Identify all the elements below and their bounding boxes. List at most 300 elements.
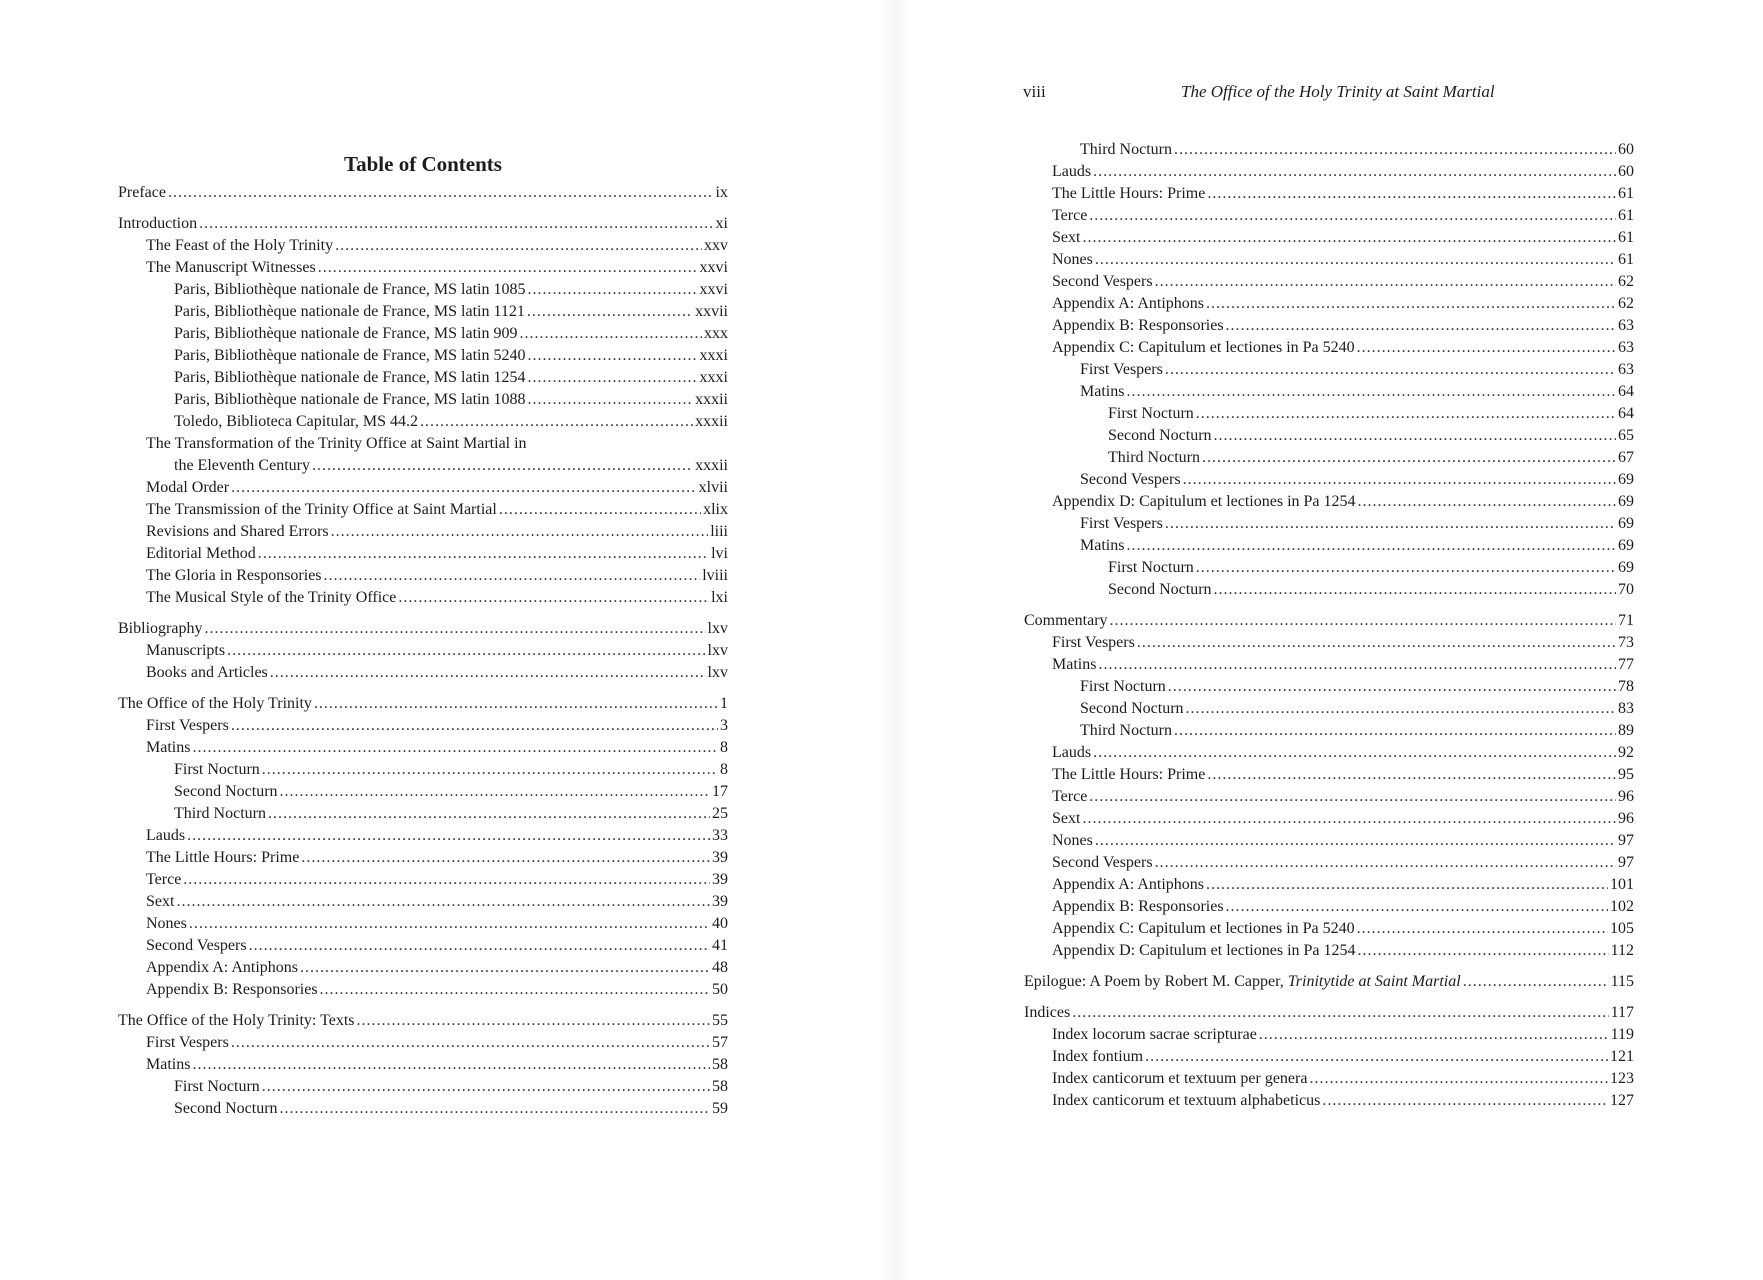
toc-entry <box>118 433 728 477</box>
toc-entry <box>1024 447 1634 469</box>
toc-page-number: lviii <box>702 567 728 584</box>
toc-entry-label: Appendix B: Responsories <box>1052 317 1224 334</box>
toc-entry <box>1024 557 1634 579</box>
toc-entry-label: Appendix B: Responsories <box>1052 898 1224 915</box>
toc-entry <box>1024 205 1634 227</box>
dot-leader <box>262 1076 710 1098</box>
running-head <box>881 82 1763 106</box>
dot-leader <box>1168 676 1616 698</box>
toc-entry-italic-title: Trinitytide at Saint Martial <box>1287 973 1461 990</box>
dot-leader <box>231 1032 710 1054</box>
dot-leader <box>168 182 714 204</box>
toc-entry-label: Sext <box>1052 229 1081 246</box>
toc-entry-label: Second Vespers <box>146 937 247 954</box>
toc-entry-label: Paris, Bibliothèque nationale de France, MS latin 1254 <box>174 369 526 386</box>
toc-entry-label: The Gloria in Responsories <box>146 567 322 584</box>
toc-page-number: 73 <box>1618 634 1634 651</box>
toc-entry <box>118 411 728 433</box>
toc-page-number: 55 <box>712 1012 728 1029</box>
toc-page-number: xxxii <box>695 391 728 408</box>
toc-entry-label: Introduction <box>118 215 198 232</box>
dot-leader <box>528 345 698 367</box>
toc-entry <box>1024 249 1634 271</box>
dot-leader <box>1358 491 1616 513</box>
toc-page-number: 69 <box>1618 493 1634 510</box>
toc-entry <box>1024 698 1634 720</box>
toc-entry-label: First Nocturn <box>1108 405 1194 422</box>
toc-page-number: 1 <box>720 695 728 712</box>
toc-entry-label: First Vespers <box>146 1034 229 1051</box>
toc-entry-label: Matins <box>1080 537 1125 554</box>
toc-entry-label: Appendix D: Capitulum et lectiones in Pa 1254 <box>1052 942 1356 959</box>
toc-entry <box>1024 227 1634 249</box>
toc-page-number: xxxi <box>699 347 728 364</box>
toc-entry <box>118 869 728 891</box>
dot-leader <box>189 913 710 935</box>
dot-leader <box>258 543 709 565</box>
toc-entry-label: The Manuscript Witnesses <box>146 259 316 276</box>
toc-entry-label: Second Vespers <box>1052 273 1153 290</box>
toc-entry <box>1024 940 1634 962</box>
toc-entry <box>118 979 728 1001</box>
page-title: Table of Contents <box>344 152 502 177</box>
dot-leader <box>527 301 693 323</box>
dot-leader <box>520 323 703 345</box>
dot-leader <box>1357 918 1608 940</box>
toc-page-number: 121 <box>1610 1048 1634 1065</box>
toc-page-number: 60 <box>1618 141 1634 158</box>
toc-page-number: 48 <box>712 959 728 976</box>
dot-leader <box>270 662 706 684</box>
toc-entry <box>118 345 728 367</box>
toc-entry <box>1024 491 1634 513</box>
toc-entry <box>118 499 728 521</box>
toc-page-number: 71 <box>1618 612 1634 629</box>
toc-page-number: 69 <box>1618 559 1634 576</box>
toc-page-number: 57 <box>712 1034 728 1051</box>
toc-page-number: 8 <box>720 739 728 756</box>
toc-entry <box>118 891 728 913</box>
toc-entry-label: Index canticorum et textuum per genera <box>1052 1070 1308 1087</box>
dot-leader <box>199 213 713 235</box>
toc-page-number: 67 <box>1618 449 1634 466</box>
toc-page-number: 119 <box>1610 1026 1634 1043</box>
toc-page-number: 61 <box>1618 251 1634 268</box>
dot-leader <box>1126 535 1616 557</box>
toc-page-number: 127 <box>1610 1092 1634 1109</box>
toc-entry <box>118 640 728 662</box>
toc-entry <box>118 1010 728 1032</box>
toc-page-number: 92 <box>1618 744 1634 761</box>
toc-entry-label: The Office of the Holy Trinity <box>118 695 312 712</box>
toc-page-number: lvi <box>711 545 728 562</box>
toc-entry-label: Lauds <box>146 827 186 844</box>
toc-page-number: 33 <box>712 827 728 844</box>
toc-entry-label: Terce <box>1052 788 1088 805</box>
toc-entry-label: Second Vespers <box>1052 854 1153 871</box>
toc-entry-label: Lauds <box>1052 163 1092 180</box>
dot-leader <box>1093 742 1616 764</box>
dot-leader <box>320 979 710 1001</box>
dot-leader <box>357 1010 711 1032</box>
toc-entry <box>1024 808 1634 830</box>
toc-entry <box>118 693 728 715</box>
toc-page-number: 58 <box>712 1056 728 1073</box>
dot-leader <box>280 1098 710 1120</box>
toc-entry <box>118 957 728 979</box>
toc-entry <box>118 825 728 847</box>
dot-leader <box>1098 654 1616 676</box>
toc-entry <box>1024 742 1634 764</box>
dot-leader <box>1126 381 1616 403</box>
toc-page-number: 61 <box>1618 207 1634 224</box>
toc-entry-label: Second Vespers <box>1080 471 1181 488</box>
dot-leader <box>1463 971 1609 993</box>
left-page <box>0 0 881 1280</box>
toc-page-number: lxv <box>707 620 728 637</box>
toc-page-number: 39 <box>712 893 728 910</box>
dot-leader <box>1206 874 1608 896</box>
toc-list-right <box>1024 139 1634 1112</box>
toc-entry-label: The Little Hours: Prime <box>1052 185 1206 202</box>
toc-entry-label: Matins <box>1080 383 1125 400</box>
toc-entry <box>118 803 728 825</box>
toc-entry <box>1024 1024 1634 1046</box>
toc-entry <box>1024 720 1634 742</box>
toc-entry-label: The Feast of the Holy Trinity <box>146 237 334 254</box>
dot-leader <box>1206 293 1616 315</box>
toc-entry-label: Second Nocturn <box>174 783 278 800</box>
toc-entry-label: The Little Hours: Prime <box>146 849 300 866</box>
dot-leader <box>1183 469 1616 491</box>
toc-entry-label: Toledo, Biblioteca Capitular, MS 44.2 <box>174 413 418 430</box>
toc-entry <box>118 935 728 957</box>
toc-entry <box>118 662 728 684</box>
toc-entry <box>118 759 728 781</box>
toc-list-left <box>118 182 728 1120</box>
toc-page-number: 83 <box>1618 700 1634 717</box>
dot-leader <box>1095 249 1616 271</box>
dot-leader <box>1145 1046 1608 1068</box>
dot-leader <box>183 869 710 891</box>
toc-page-number: 65 <box>1618 427 1634 444</box>
toc-page-number: 97 <box>1618 832 1634 849</box>
toc-entry-label: Terce <box>1052 207 1088 224</box>
dot-leader <box>192 1054 710 1076</box>
toc-page-number: 105 <box>1610 920 1634 937</box>
toc-page-number: 50 <box>712 981 728 998</box>
toc-page-number: 61 <box>1618 229 1634 246</box>
toc-entry <box>1024 1090 1634 1112</box>
toc-entry <box>1024 359 1634 381</box>
dot-leader <box>1186 698 1616 720</box>
dot-leader <box>528 279 698 301</box>
toc-entry <box>118 323 728 345</box>
toc-page-number: xxxi <box>699 369 728 386</box>
toc-entry <box>118 182 728 204</box>
toc-entry <box>1024 139 1634 161</box>
toc-entry-label: Appendix A: Antiphons <box>1052 876 1205 893</box>
toc-page-number: 123 <box>1610 1070 1634 1087</box>
toc-entry <box>118 1076 728 1098</box>
dot-leader <box>1082 227 1616 249</box>
toc-entry <box>118 1054 728 1076</box>
dot-leader <box>324 565 701 587</box>
toc-entry <box>1024 1002 1634 1024</box>
dot-leader <box>1095 830 1616 852</box>
dot-leader <box>1214 425 1616 447</box>
toc-page-number: xxvii <box>695 303 728 320</box>
dot-leader <box>268 803 710 825</box>
toc-entry <box>1024 381 1634 403</box>
toc-entry <box>1024 403 1634 425</box>
toc-entry <box>118 913 728 935</box>
dot-leader <box>1165 359 1616 381</box>
toc-entry-label: Appendix A: Antiphons <box>1052 295 1205 312</box>
toc-entry-label: Appendix B: Responsories <box>146 981 318 998</box>
toc-entry <box>118 521 728 543</box>
dot-leader <box>420 411 693 433</box>
toc-page-number: xi <box>715 215 728 232</box>
toc-entry-label: The Transformation of the Trinity Office at Saint Martial in <box>146 435 527 452</box>
dot-leader <box>528 367 698 389</box>
toc-entry <box>1024 610 1634 632</box>
toc-page-number: 63 <box>1618 339 1634 356</box>
dot-leader <box>1358 940 1609 962</box>
toc-page-number: xxxii <box>695 413 728 430</box>
toc-page-number: 64 <box>1618 405 1634 422</box>
toc-entry-label: Third Nocturn <box>1080 722 1172 739</box>
toc-page-number: 96 <box>1618 788 1634 805</box>
toc-entry-label: The Transmission of the Trinity Office at Saint Martial <box>146 501 497 518</box>
toc-entry-label: Matins <box>1052 656 1097 673</box>
toc-entry <box>118 1032 728 1054</box>
toc-entry-label: First Nocturn <box>1080 678 1166 695</box>
toc-entry-label: Nones <box>1052 832 1093 849</box>
toc-page-number: 69 <box>1618 471 1634 488</box>
toc-entry-label: Paris, Bibliothèque nationale de France, MS latin 909 <box>174 325 518 342</box>
toc-entry <box>118 618 728 640</box>
toc-entry-label: Paris, Bibliothèque nationale de France, MS latin 1121 <box>174 303 525 320</box>
toc-entry-label: Appendix A: Antiphons <box>146 959 299 976</box>
toc-page-number: xxvi <box>699 259 728 276</box>
toc-entry <box>1024 1068 1634 1090</box>
toc-entry <box>1024 315 1634 337</box>
toc-entry-label: First Vespers <box>1080 515 1163 532</box>
toc-entry <box>118 543 728 565</box>
toc-page-number: 69 <box>1618 515 1634 532</box>
toc-entry <box>1024 654 1634 676</box>
toc-page-number: 78 <box>1618 678 1634 695</box>
toc-page-number: 8 <box>720 761 728 778</box>
toc-page-number: 59 <box>712 1100 728 1117</box>
toc-page-number: xxx <box>704 325 728 342</box>
right-page <box>881 0 1763 1280</box>
toc-page-number: 63 <box>1618 317 1634 334</box>
toc-entry <box>1024 918 1634 940</box>
toc-page-number: 77 <box>1618 656 1634 673</box>
toc-entry-label: Modal Order <box>146 479 230 496</box>
dot-leader <box>1214 579 1616 601</box>
dot-leader <box>1089 786 1616 808</box>
toc-entry <box>1024 183 1634 205</box>
toc-entry <box>1024 337 1634 359</box>
toc-entry-label: The Little Hours: Prime <box>1052 766 1206 783</box>
toc-page-number: lxi <box>711 589 728 606</box>
toc-entry <box>1024 425 1634 447</box>
toc-page-number: xxvi <box>699 281 728 298</box>
toc-entry <box>1024 896 1634 918</box>
toc-entry <box>118 257 728 279</box>
toc-page-number: 70 <box>1618 581 1634 598</box>
toc-page-number: liii <box>710 523 728 540</box>
dot-leader <box>1207 183 1616 205</box>
toc-entry <box>1024 161 1634 183</box>
toc-page-number: 64 <box>1618 383 1634 400</box>
toc-page-number: 62 <box>1618 295 1634 312</box>
dot-leader <box>318 257 698 279</box>
toc-entry-label: First Vespers <box>146 717 229 734</box>
toc-entry <box>118 279 728 301</box>
dot-leader <box>1259 1024 1609 1046</box>
toc-page-number: xlix <box>703 501 728 518</box>
toc-page-number: 96 <box>1618 810 1634 827</box>
dot-leader <box>1357 337 1616 359</box>
toc-page-number: ix <box>715 184 728 201</box>
toc-entry <box>118 715 728 737</box>
dot-leader <box>1155 271 1616 293</box>
toc-entry-label: Index locorum sacrae scripturae <box>1052 1026 1257 1043</box>
toc-page-number: 41 <box>712 937 728 954</box>
dot-leader <box>262 759 718 781</box>
toc-entry-label: Revisions and Shared Errors <box>146 523 329 540</box>
toc-page-number: 102 <box>1610 898 1634 915</box>
toc-page-number: 89 <box>1618 722 1634 739</box>
dot-leader <box>301 847 710 869</box>
toc-entry <box>118 389 728 411</box>
toc-entry-label: First Vespers <box>1052 634 1135 651</box>
toc-entry <box>1024 513 1634 535</box>
toc-entry <box>1024 971 1634 993</box>
toc-entry-label: Sext <box>1052 810 1081 827</box>
toc-entry <box>1024 830 1634 852</box>
toc-entry <box>118 587 728 609</box>
dot-leader <box>1196 557 1616 579</box>
toc-entry-label: First Nocturn <box>174 761 260 778</box>
dot-leader <box>1309 1068 1608 1090</box>
toc-entry-label: Matins <box>146 1056 191 1073</box>
toc-entry <box>118 847 728 869</box>
toc-entry-label: Paris, Bibliothèque nationale de France, MS latin 5240 <box>174 347 526 364</box>
toc-entry <box>1024 271 1634 293</box>
toc-page-number: 39 <box>712 871 728 888</box>
dot-leader <box>499 499 701 521</box>
dot-leader <box>1174 720 1616 742</box>
toc-entry <box>1024 293 1634 315</box>
toc-entry <box>118 1098 728 1120</box>
dot-leader <box>1202 447 1616 469</box>
toc-entry-label: Index fontium <box>1052 1048 1144 1065</box>
page-number: viii <box>1023 82 1046 101</box>
toc-entry-label: Third Nocturn <box>174 805 266 822</box>
toc-page-number: xxv <box>704 237 728 254</box>
dot-leader <box>1072 1002 1608 1024</box>
toc-entry <box>1024 535 1634 557</box>
toc-entry-label: Nones <box>146 915 187 932</box>
toc-entry-label: Epilogue: A Poem by Robert M. Capper, Trinitytide at Saint Martial <box>1024 973 1461 990</box>
toc-page-number: xxxii <box>695 457 728 474</box>
toc-entry-label: First Nocturn <box>174 1078 260 1095</box>
toc-entry-label: First Vespers <box>1080 361 1163 378</box>
toc-entry <box>118 301 728 323</box>
dot-leader <box>1207 764 1616 786</box>
toc-page-number: 62 <box>1618 273 1634 290</box>
toc-entry <box>1024 579 1634 601</box>
dot-leader <box>1196 403 1616 425</box>
dot-leader <box>187 825 710 847</box>
toc-entry-label: Sext <box>146 893 175 910</box>
dot-leader <box>1226 315 1616 337</box>
dot-leader <box>1226 896 1608 918</box>
toc-page-number: 101 <box>1610 876 1634 893</box>
toc-entry-label: Third Nocturn <box>1108 449 1200 466</box>
dot-leader <box>331 521 709 543</box>
toc-page-number: 117 <box>1610 1004 1634 1021</box>
toc-entry-label: Index canticorum et textuum alphabeticus <box>1052 1092 1321 1109</box>
toc-entry-label: Third Nocturn <box>1080 141 1172 158</box>
dot-leader <box>312 455 693 477</box>
toc-entry <box>1024 764 1634 786</box>
toc-entry-label: Appendix C: Capitulum et lectiones in Pa 5240 <box>1052 339 1355 356</box>
toc-page-number: 39 <box>712 849 728 866</box>
dot-leader <box>1093 161 1616 183</box>
dot-leader <box>1155 852 1616 874</box>
toc-page-number: lxv <box>707 664 728 681</box>
toc-page-number: 3 <box>720 717 728 734</box>
toc-page-number: 58 <box>712 1078 728 1095</box>
toc-page-number: 95 <box>1618 766 1634 783</box>
dot-leader <box>1110 610 1616 632</box>
toc-page-number: 69 <box>1618 537 1634 554</box>
toc-entry <box>1024 676 1634 698</box>
toc-entry <box>1024 874 1634 896</box>
toc-entry-label: Paris, Bibliothèque nationale de France, MS latin 1088 <box>174 391 526 408</box>
toc-entry-label: Second Nocturn <box>1108 427 1212 444</box>
dot-leader <box>204 618 705 640</box>
toc-entry-label: Second Nocturn <box>1108 581 1212 598</box>
toc-entry-label: Second Nocturn <box>1080 700 1184 717</box>
toc-entry <box>118 781 728 803</box>
dot-leader <box>231 477 697 499</box>
toc-entry-label: Nones <box>1052 251 1093 268</box>
toc-entry <box>1024 632 1634 654</box>
toc-page-number: xlvii <box>698 479 728 496</box>
dot-leader <box>192 737 718 759</box>
toc-entry-label: Appendix C: Capitulum et lectiones in Pa 5240 <box>1052 920 1355 937</box>
dot-leader <box>335 235 702 257</box>
dot-leader <box>231 715 718 737</box>
toc-entry-label: Second Nocturn <box>174 1100 278 1117</box>
toc-page-number: 40 <box>712 915 728 932</box>
toc-page-number: 115 <box>1610 973 1634 990</box>
toc-entry-label: Books and Articles <box>146 664 268 681</box>
toc-entry-label: Terce <box>146 871 182 888</box>
toc-entry-label: Bibliography <box>118 620 203 637</box>
toc-page-number: 25 <box>712 805 728 822</box>
toc-entry-label: Lauds <box>1052 744 1092 761</box>
dot-leader <box>314 693 718 715</box>
toc-page-number: 97 <box>1618 854 1634 871</box>
